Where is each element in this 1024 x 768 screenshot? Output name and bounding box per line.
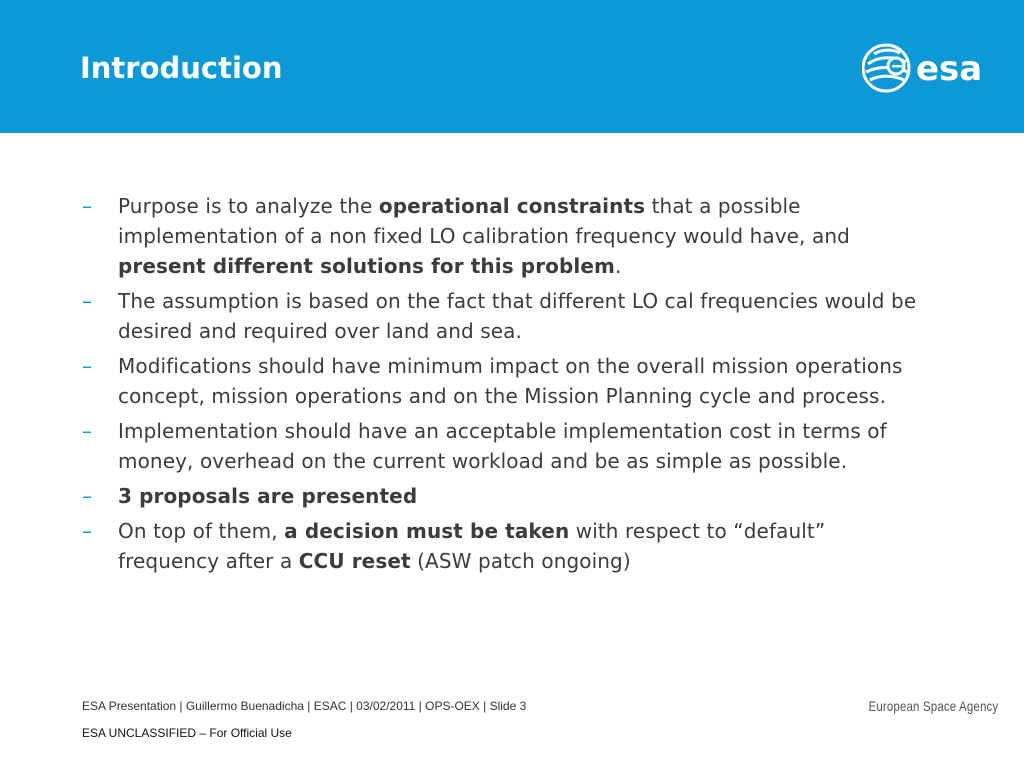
bullet-text: On top of them, bbox=[118, 519, 285, 543]
bullet-text: Purpose is to analyze the bbox=[118, 194, 379, 218]
bullet-item bbox=[82, 416, 932, 476]
bullet-text: with respect to “default” frequency after a bbox=[118, 519, 826, 573]
bullet-dash: – bbox=[82, 419, 93, 443]
bullet-item bbox=[82, 516, 932, 576]
bullet-dash: – bbox=[82, 289, 93, 313]
bullet-item bbox=[82, 351, 932, 411]
bullet-text: Implementation should have an acceptable implementation cost in terms of money, overhead on the current workload and be as simple as possible. bbox=[118, 419, 887, 473]
bullet-text: (ASW patch ongoing) bbox=[410, 549, 631, 573]
bullet-dash: – bbox=[82, 194, 93, 218]
bullet-dash: – bbox=[82, 354, 93, 378]
bullet-text: that a possible implementation of a non fixed LO calibration frequency would have, and bbox=[118, 194, 850, 248]
bullet-emphasis: 3 proposals are presented bbox=[118, 484, 418, 508]
header-bar bbox=[0, 0, 1024, 133]
esa-logo-text: esa bbox=[916, 49, 983, 89]
bullet-text: The assumption is based on the fact that different LO cal frequencies would be desired and required over land and sea. bbox=[118, 289, 917, 343]
footer-info: ESA Presentation | Guillermo Buenadicha | ESAC | 03/02/2011 | OPS-OEX | Slide 3 bbox=[82, 699, 527, 713]
bullet-emphasis: present different solutions for this problem bbox=[118, 254, 615, 278]
bullet-item bbox=[82, 481, 932, 511]
bullet-emphasis: CCU reset bbox=[298, 549, 411, 573]
bullet-text: Modifications should have minimum impact on the overall mission operations concept, mission operations and on the Mission Planning cycle and process. bbox=[118, 354, 903, 408]
slide-body bbox=[82, 191, 932, 581]
slide-title: Introduction bbox=[80, 51, 283, 85]
bullet-emphasis: operational constraints bbox=[378, 194, 646, 218]
classification-label: ESA UNCLASSIFIED – For Official Use bbox=[82, 726, 292, 740]
bullet-item bbox=[82, 286, 932, 346]
bullet-text: . bbox=[615, 254, 622, 278]
bullet-list bbox=[82, 191, 932, 576]
agency-wordmark: European Space Agency bbox=[868, 698, 998, 714]
bullet-dash: – bbox=[82, 519, 93, 543]
bullet-dash: – bbox=[82, 484, 93, 508]
bullet-item bbox=[82, 191, 932, 281]
esa-logo-icon bbox=[862, 40, 1002, 96]
bullet-emphasis: a decision must be taken bbox=[284, 519, 570, 543]
